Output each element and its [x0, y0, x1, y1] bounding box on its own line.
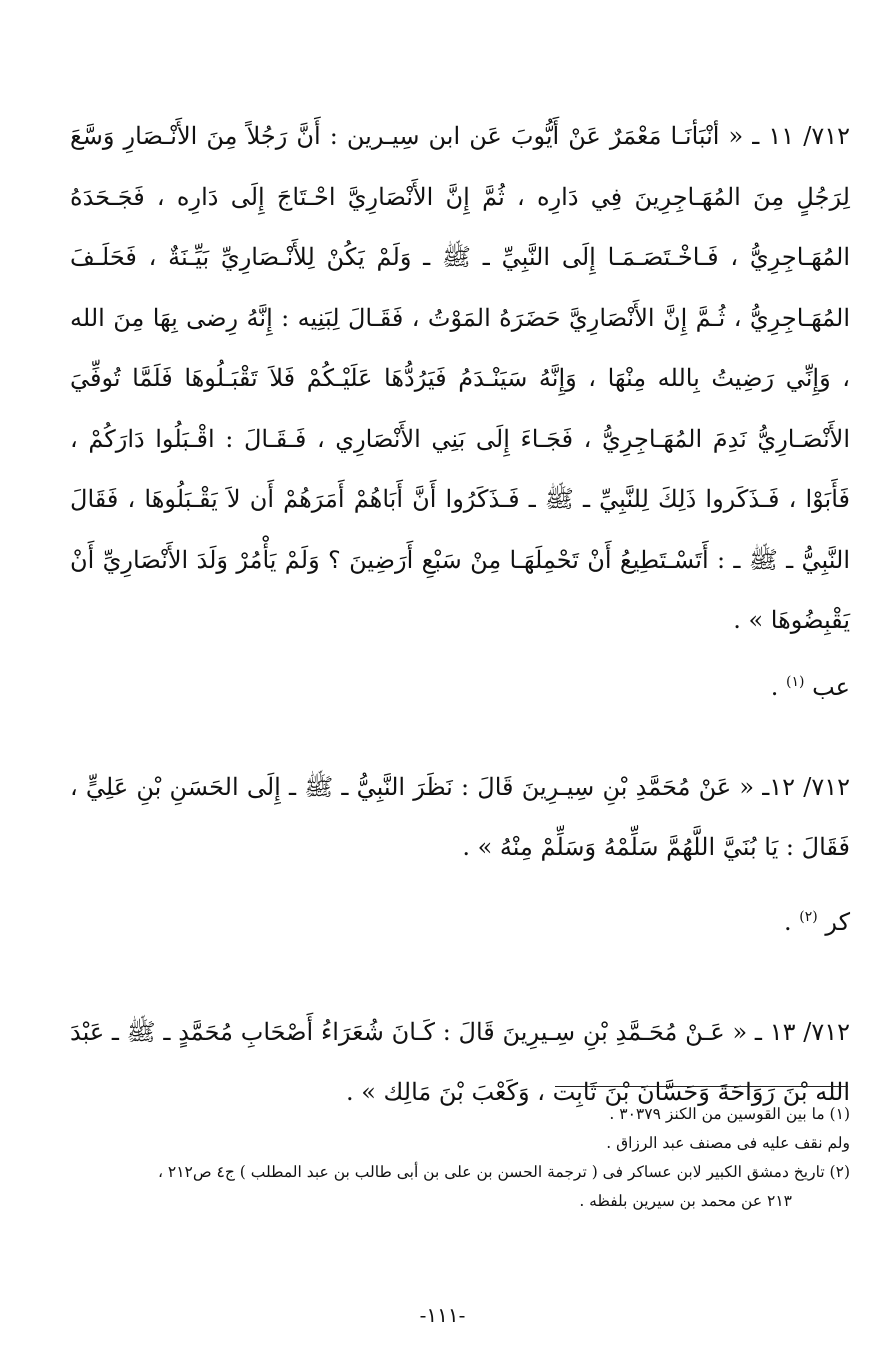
source-abbrev: عب	[812, 672, 850, 701]
hadith-712-12: ٧١٢/ ١٢ـ « عَنْ مُحَمَّدِ بْنِ سِيـرِينَ قَالَ : نَظَرَ النَّبِيُّ ـ ﷺ ـ إِلَى الحَسَنِ بْنِ عَلِيٍّ ، فَقَالَ : يَا بُنَيَّ اللَّهُمَّ سَلِّمْهُ وَسَلِّمْ مِنْهُ » .	[70, 772, 851, 861]
footnotes	[45, 1100, 850, 1216]
footnote-2: (٢) تاريخ دمشق الكبير لابن عساكر فى ( ترجمة الحسن بن على بن أبى طالب بن عبد المطلب ) ج٤ ص٢١٢ ،	[157, 1163, 850, 1181]
footnote-1-continued: ولم نقف عليه فى مصنف عبد الرزاق .	[606, 1134, 850, 1152]
main-text	[70, 106, 850, 1123]
footnote-ref-1: (١)	[786, 673, 805, 690]
footnote-2-continued: ٢١٣ عن محمد بن سيرين بلفظه .	[579, 1192, 792, 1210]
source-end: .	[783, 907, 792, 936]
footnote-1: (١) ما بين القوسين من الكنز ٣٠٣٧٩ .	[609, 1105, 850, 1123]
source-citation-1	[70, 657, 850, 717]
source-end: .	[770, 672, 779, 701]
footnote-ref-2: (٢)	[799, 908, 818, 925]
source-abbrev: كر	[825, 907, 850, 936]
source-citation-2	[70, 892, 850, 952]
page-number: -١١١-	[419, 1303, 466, 1327]
hadith-712-13: ٧١٢/ ١٣ ـ « عَـنْ مُحَـمَّدِ بْنِ سِـيرِينَ قَالَ : كَـانَ شُعَرَاءُ أَصْحَابِ مُحَمَّدٍ ـ ﷺ ـ عَبْدَ الله بْنَ رَوَاحَةَ وَحَسَّانَ بْنَ ثَابِت ، وَكَعْبَ بْنَ مَالِك » .	[70, 1017, 851, 1106]
footnote-separator	[555, 1086, 848, 1087]
hadith-712-11: ٧١٢/ ١١ ـ « أنْبَأنَـا مَعْمَرٌ عَنْ أَيُّوبَ عَن ابن سِيـرين : أَنَّ رَجُلاً مِنَ الأَنْـصَارِ وَسَّعَ لِرَجُلٍ مِنَ المُهَـاجِرِينَ فِي دَارِه ، ثُمَّ إِنَّ الأَنْصَارِيَّ احْـتَاجَ إِلَى دَارِه ، فَجَـحَدَهُ المُهَـاجِرِيُّ ، فَـاخْـتَصَـمَـا إِلَى النَّبِيِّ ـ ﷺ ـ وَلَمْ يَكُنْ لِلأَنْـصَارِيِّ بَيِّـنَةٌ ، فَحَلَـفَ المُهَـاجِرِيُّ ، ثُـمَّ إِنَّ الأَنْصَارِيَّ حَضَرَهُ المَوْتُ ، فَقَـالَ لِبَنِيه : إِنَّهُ رِضى بِهَا مِنَ الله ، وَإِنِّي رَضِيتُ بِالله مِنْهَا ، وَإِنَّهُ سَيَنْـدَمُ فَيَرُدُّهَا عَلَيْـكُمْ فَلاَ تَقْبَـلُوهَا فَلَمَّا تُوفِّيَ الأَنْصَـارِيُّ نَدِمَ المُهَـاجِرِيُّ ، فَجَـاءَ إِلَى بَنِي الأَنْصَارِي ، فَـقَـالَ : اقْـبَلُوا دَارَكُمْ ، فَأَبَوْا ، فَـذَكَروا ذَلِكَ لِلنَّبِيِّ ـ ﷺ ـ فَـذَكَرُوا أَنَّ أَبَاهُمْ أَمَرَهُمْ أَن لاَ يَقْـبَلُوهَا ، فَقَالَ النَّبِيُّ ـ ﷺ ـ : أَتَسْـتَطِيعُ أَنْ تَحْمِلَهَـا مِنْ سَبْعِ أَرَضِينَ ؟ وَلَمْ يَأْمُرْ وَلَدَ الأَنْصَارِيِّ أَنْ يَقْبِضُوهَا » .	[70, 122, 850, 634]
